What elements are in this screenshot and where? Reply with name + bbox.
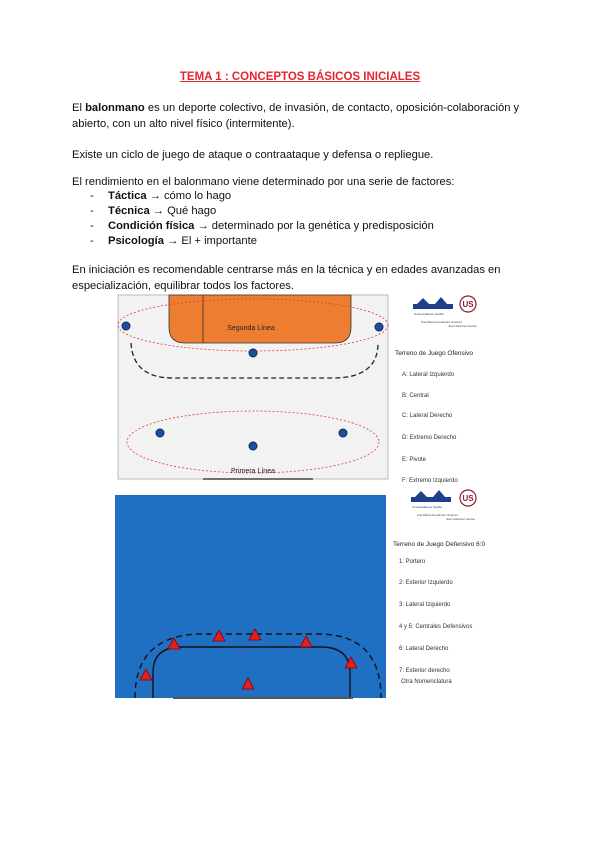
university-logo bbox=[413, 296, 477, 328]
factor-item: - Técnica → Qué hago bbox=[72, 204, 434, 219]
svg-text:Juan Sánchez García: Juan Sánchez García bbox=[446, 517, 475, 521]
page-title: TEMA 1 : CONCEPTOS BÁSICOS INICIALES bbox=[179, 71, 421, 83]
cycle-paragraph: Existe un ciclo de juego de ataque o contraataque y defensa o repliegue. bbox=[72, 149, 434, 161]
svg-text:US: US bbox=[462, 300, 474, 309]
svg-text:Universidad de Sevilla: Universidad de Sevilla bbox=[414, 312, 444, 316]
offensive-court-figure bbox=[113, 293, 493, 483]
factor-item: - Táctica → cómo lo hago bbox=[72, 189, 434, 204]
svg-text:Juan Sánchez García: Juan Sánchez García bbox=[448, 324, 477, 328]
legend-title: Terreno de Juego Defensivo 6:0 bbox=[393, 541, 486, 548]
intro-paragraph: El balonmano es un deporte colectivo, de invasión, de contacto, oposición-colaboración y abierto, con un alto nivel físico (intermitente). bbox=[72, 102, 520, 130]
legend-item: C: Lateral Derecho bbox=[402, 413, 453, 419]
legend-item: A: Lateral Izquierdo bbox=[402, 372, 455, 378]
factors-list bbox=[72, 189, 434, 249]
legend-item: 6: Lateral Derecho bbox=[399, 646, 449, 652]
balonmano-term: balonmano bbox=[85, 102, 145, 114]
legend-item: 2: Exterior Izquierdo bbox=[399, 580, 453, 586]
svg-text:Ana María Fernández Jiménez: Ana María Fernández Jiménez bbox=[421, 320, 463, 324]
legend-item: E: Pivote bbox=[402, 457, 427, 463]
player-marker bbox=[249, 349, 257, 357]
university-logo bbox=[411, 490, 476, 521]
legend-item: F: Extremo Izquierdo bbox=[402, 478, 458, 483]
goal-area bbox=[169, 295, 351, 343]
initiation-paragraph: En iniciación es recomendable centrarse más en la técnica y en edades avanzadas en especialización, equilibrar todos los factores. bbox=[72, 264, 501, 292]
legend-title: Terreno de Juego Ofensivo bbox=[395, 350, 474, 357]
legend-item: 4 y 5: Centrales Defensivos bbox=[399, 624, 473, 630]
svg-text:US: US bbox=[462, 494, 474, 503]
player-marker bbox=[122, 322, 130, 330]
player-marker bbox=[339, 429, 347, 437]
legend-item: B: Central bbox=[402, 393, 429, 399]
zone-label-top: Segunda Línea bbox=[227, 325, 275, 332]
svg-text:Universidad de Sevilla: Universidad de Sevilla bbox=[412, 505, 442, 509]
legend-note: Otra Nomenclatura bbox=[401, 679, 452, 685]
zone-label-bottom: Primera Línea bbox=[231, 468, 275, 475]
legend-item: 1: Portero bbox=[399, 559, 426, 565]
player-marker bbox=[249, 442, 257, 450]
svg-text:Ana María Fernández Jiménez: Ana María Fernández Jiménez bbox=[417, 513, 459, 517]
player-marker bbox=[156, 429, 164, 437]
factor-item: - Condición física → determinado por la genética y predisposición bbox=[72, 219, 434, 234]
legend-item: 3: Lateral Izquierdo bbox=[399, 602, 451, 608]
defensive-court-figure bbox=[113, 488, 493, 700]
player-marker bbox=[375, 323, 383, 331]
factors-intro: El rendimiento en el balonmano viene determinado por una serie de factores: bbox=[72, 176, 455, 188]
factor-item: - Psicología → El + importante bbox=[72, 234, 434, 249]
legend-item: 7: Exterior derecho bbox=[399, 668, 450, 674]
legend-item: D: Extremo Derecho bbox=[402, 435, 457, 441]
